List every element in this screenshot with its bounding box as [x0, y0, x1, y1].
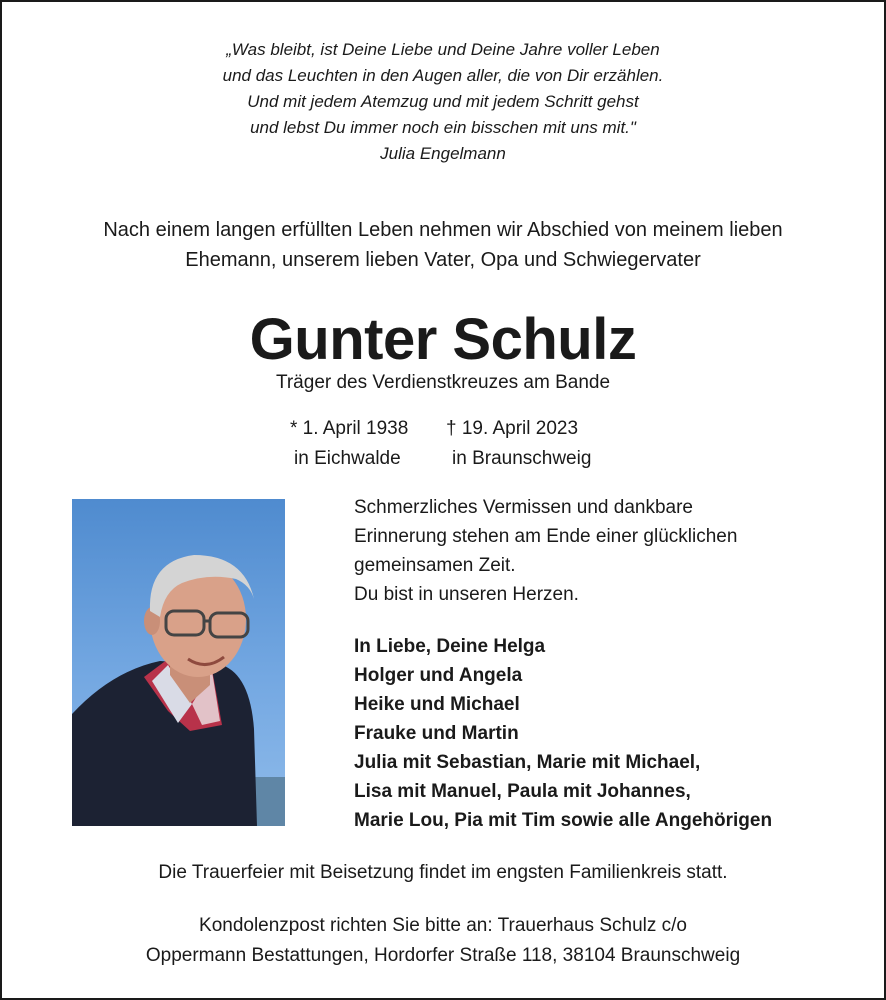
birth-info — [290, 414, 408, 474]
quote-author: Julia Engelmann — [380, 144, 506, 163]
family-line: Julia mit Sebastian, Marie mit Michael, — [354, 752, 701, 773]
funeral-service-note: Die Trauerfeier mit Beisetzung findet im engsten Familienkreis statt. — [158, 862, 728, 883]
intro-line: Ehemann, unserem lieben Vater, Opa und Schwiegervater — [185, 249, 701, 271]
condolence-line: Kondolenzpost richten Sie bitte an: Trauerhaus Schulz c/o — [199, 915, 687, 936]
intro-line: Nach einem langen erfüllten Leben nehmen wir Abschied von meinem lieben — [103, 219, 783, 241]
quote-block — [2, 37, 884, 167]
deceased-award: Träger des Verdienstkreuzes am Bande — [275, 372, 611, 393]
family-line: Lisa mit Manuel, Paula mit Johannes, — [354, 781, 691, 802]
family-line: Holger und Angela — [354, 665, 523, 686]
family-line: In Liebe, Deine Helga — [354, 636, 546, 657]
family-line: Marie Lou, Pia mit Tim sowie alle Angehörigen — [354, 810, 773, 831]
portrait-illustration — [72, 499, 285, 826]
birth-date: * 1. April 1938 — [290, 418, 409, 439]
death-info — [446, 414, 591, 474]
message-line: Du bist in unseren Herzen. — [354, 584, 579, 605]
message-line: gemeinsamen Zeit. — [354, 555, 516, 576]
quote-line: und lebst Du immer noch ein bisschen mit uns mit." — [250, 118, 636, 137]
deceased-name: Gunter Schulz — [249, 307, 637, 372]
message-line: Erinnerung stehen am Ende einer glücklichen — [354, 526, 738, 547]
death-date: † 19. April 2023 — [446, 418, 579, 439]
death-place: in Braunschweig — [452, 448, 592, 469]
family-signatures — [354, 632, 772, 835]
portrait-photo — [72, 499, 285, 826]
condolence-line: Oppermann Bestattungen, Hordorfer Straße 118, 38104 Braunschweig — [145, 945, 741, 966]
message-block — [354, 493, 737, 609]
family-line: Frauke und Martin — [354, 723, 519, 744]
message-line: Schmerzliches Vermissen und dankbare — [354, 497, 694, 518]
condolence-address — [2, 911, 884, 971]
quote-line: und das Leuchten in den Augen aller, die von Dir erzählen. — [222, 66, 664, 85]
family-line: Heike und Michael — [354, 694, 520, 715]
intro-text — [2, 215, 884, 275]
birth-place: in Eichwalde — [294, 448, 401, 469]
quote-line: „Was bleibt, ist Deine Liebe und Deine Jahre voller Leben — [226, 40, 660, 59]
quote-line: Und mit jedem Atemzug und mit jedem Schritt gehst — [247, 92, 639, 111]
